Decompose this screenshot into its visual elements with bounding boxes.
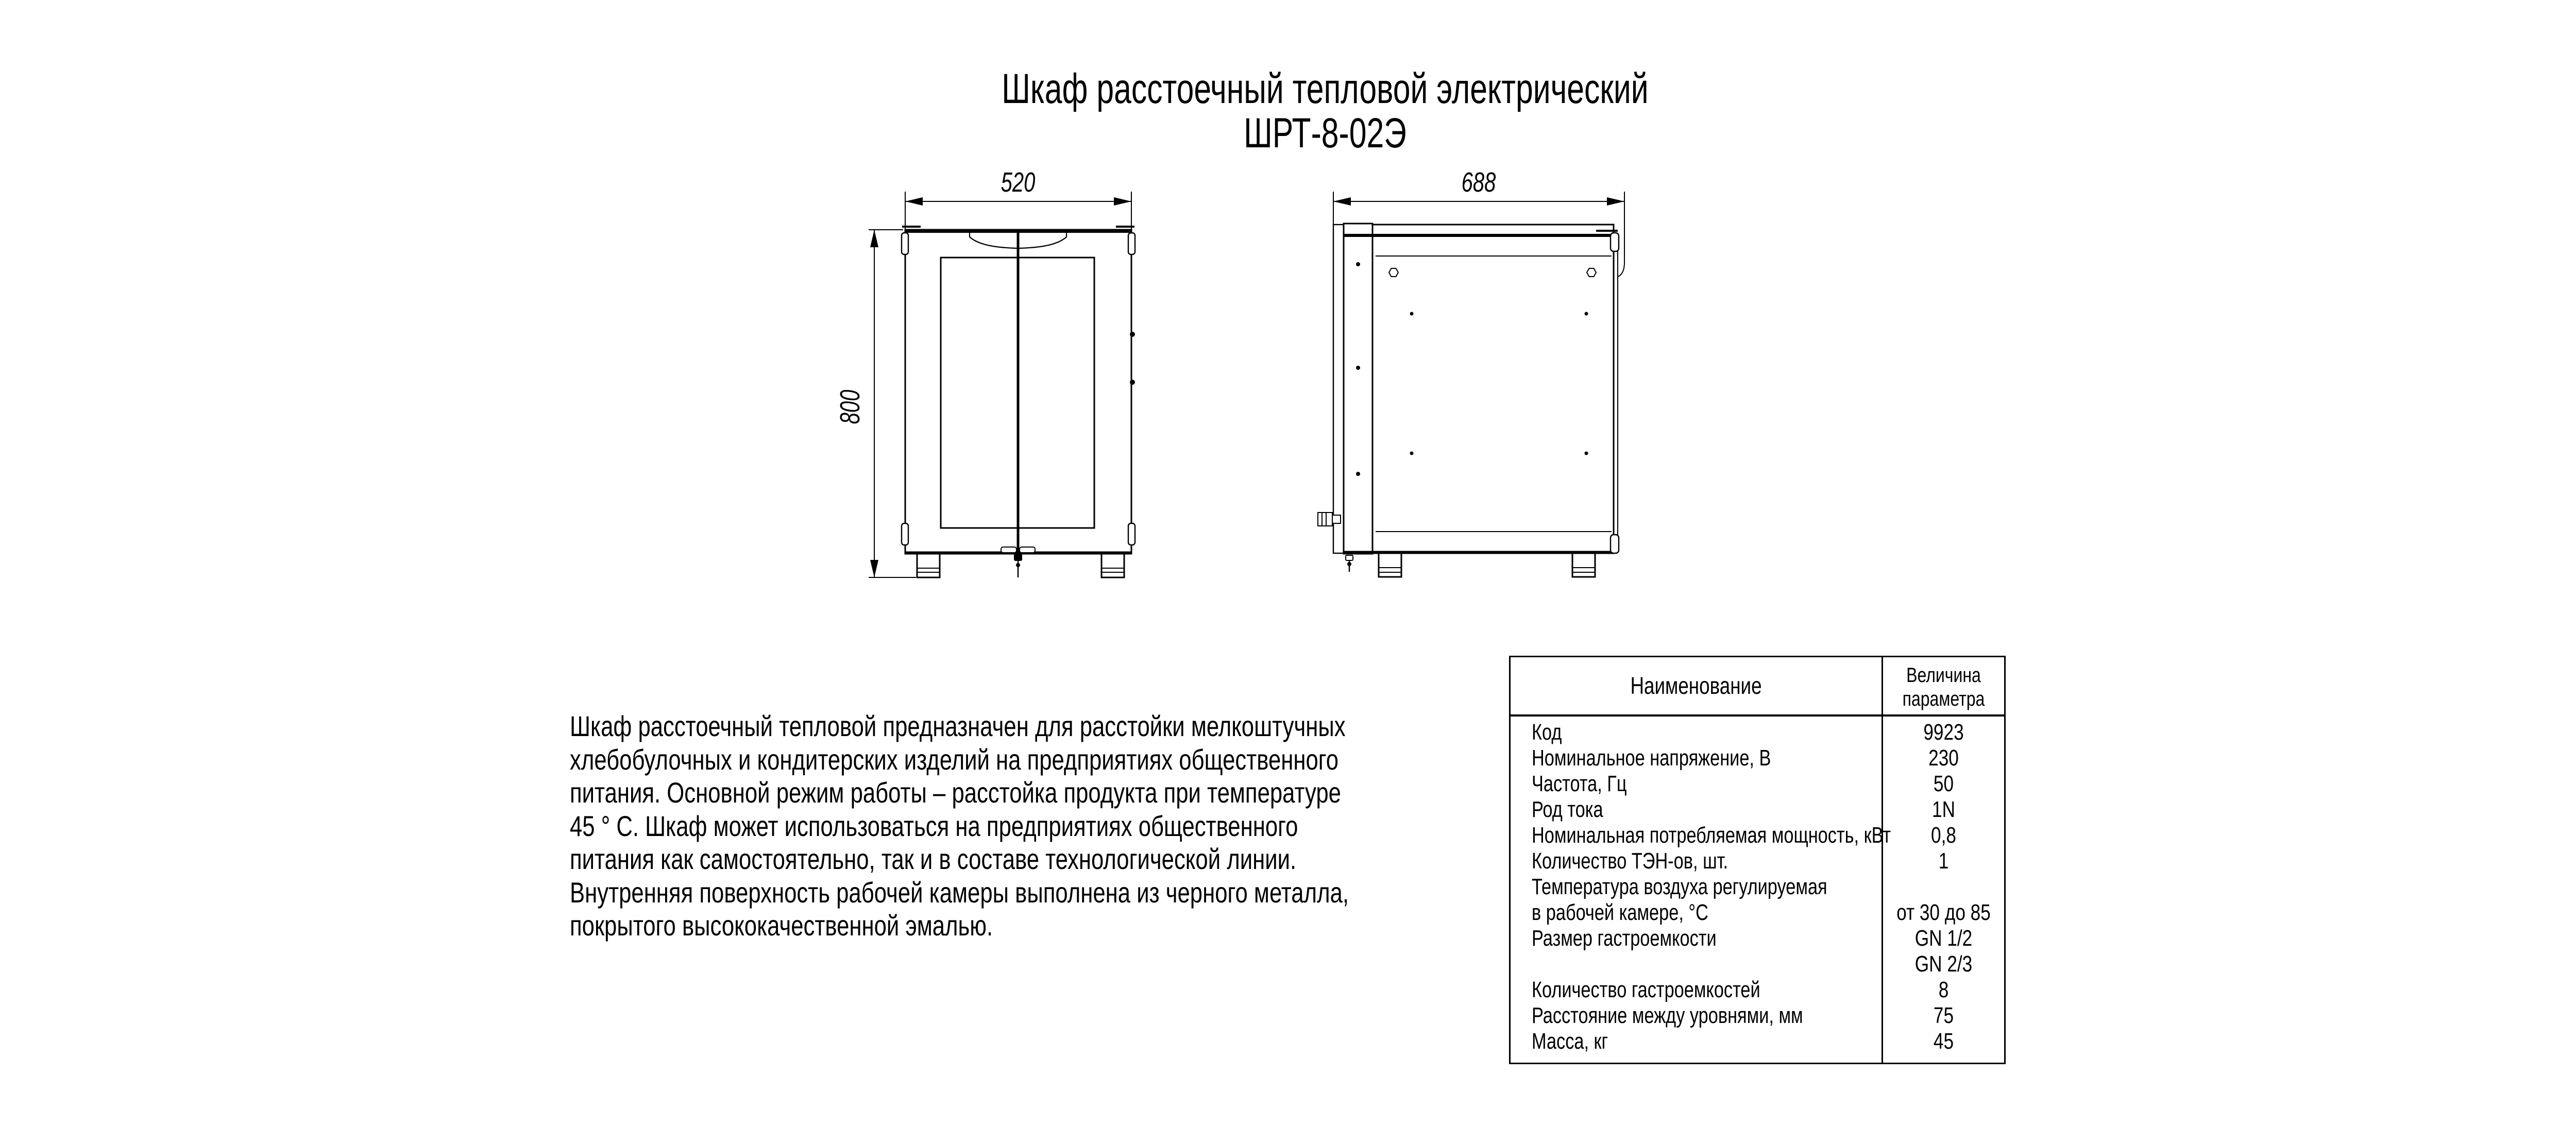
spec-value: 75 bbox=[1933, 1003, 1954, 1028]
description-line: 45 ° С. Шкаф может использоваться на предприятиях общественного bbox=[570, 809, 1298, 842]
spec-table bbox=[1509, 656, 2006, 1064]
spec-label: Размер гастроемкости bbox=[1532, 926, 1717, 951]
description-line: питания как самостоятельно, так и в составе технологической линии. bbox=[570, 843, 1297, 875]
spec-value: от 30 до 85 bbox=[1896, 900, 1991, 925]
header-value-column bbox=[1895, 663, 1992, 711]
description-line: Шкаф расстоечный тепловой предназначен для расстойки мелкоштучных bbox=[570, 710, 1346, 742]
spec-label: в рабочей камере, °С bbox=[1532, 900, 1708, 925]
spec-value: 45 bbox=[1933, 1029, 1954, 1054]
spec-value: 9923 bbox=[1923, 720, 1964, 745]
table-row bbox=[1511, 977, 2004, 1003]
front-height-dim-label: 800 bbox=[835, 389, 866, 424]
side-depth-dim-label: 688 bbox=[1461, 170, 1496, 198]
door-lock-knob bbox=[1014, 554, 1022, 577]
model-code-title: ШРТ-8-02Э bbox=[1244, 110, 1406, 157]
header-name-column: Наименование bbox=[1630, 672, 1762, 699]
side-feet bbox=[1379, 552, 1595, 577]
table-row bbox=[1511, 1029, 2004, 1054]
table-row bbox=[1511, 874, 2004, 900]
side-cabinet-outline bbox=[1333, 224, 1618, 554]
spec-value: 8 bbox=[1938, 977, 1949, 1002]
table-row bbox=[1511, 1003, 2004, 1029]
side-view-drawing bbox=[1309, 170, 1669, 608]
spec-value: 0,8 bbox=[1931, 823, 1956, 848]
description-line: питания. Основной режим работы – расстойка продукта при температуре bbox=[570, 776, 1341, 809]
spec-label: Номинальная потребляемая мощность, кВт bbox=[1532, 823, 1891, 848]
header-value-line-2: параметра bbox=[1902, 688, 1985, 710]
door-frame-strip bbox=[1344, 224, 1372, 554]
side-panel bbox=[1372, 225, 1614, 553]
spec-label: Номинальное напряжение, В bbox=[1532, 745, 1771, 771]
table-row bbox=[1511, 797, 2004, 823]
description-line: покрытого высококачественной эмалью. bbox=[570, 909, 993, 942]
spec-value: 1 bbox=[1938, 848, 1949, 874]
description-paragraph bbox=[570, 710, 1349, 943]
spec-label: Температура воздуха регулируемая bbox=[1532, 874, 1827, 899]
side-lock-knob bbox=[1346, 555, 1353, 572]
table-row bbox=[1511, 720, 2004, 745]
table-row bbox=[1511, 745, 2004, 771]
door-edge bbox=[1333, 225, 1344, 553]
side-panel-screws bbox=[1389, 268, 1596, 277]
table-row bbox=[1511, 900, 2004, 926]
spec-label: Частота, Гц bbox=[1532, 771, 1627, 796]
spec-label: Род тока bbox=[1532, 797, 1603, 822]
spec-value: GN 1/2 bbox=[1914, 926, 1973, 951]
table-header-row bbox=[1511, 657, 2004, 716]
spec-value: 1N bbox=[1932, 797, 1955, 822]
spec-label: Код bbox=[1532, 720, 1562, 745]
spec-label: Расстояние между уровнями, мм bbox=[1532, 1003, 1803, 1028]
front-width-dim-label: 520 bbox=[1001, 170, 1036, 198]
spec-label: Количество ТЭН-ов, шт. bbox=[1532, 848, 1728, 874]
spec-value: 230 bbox=[1928, 745, 1959, 771]
table-row bbox=[1511, 771, 2004, 797]
table-row bbox=[1511, 926, 2004, 951]
spec-value: 50 bbox=[1933, 771, 1954, 796]
side-valve bbox=[1318, 513, 1341, 526]
door-strip-rivets bbox=[1356, 262, 1360, 476]
front-cabinet-outline bbox=[902, 227, 1134, 554]
spec-value: GN 2/3 bbox=[1914, 951, 1973, 977]
page-title: Шкаф расстоечный тепловой электрический bbox=[1002, 65, 1649, 112]
table-row bbox=[1511, 951, 2004, 977]
spec-label: Масса, кг bbox=[1532, 1029, 1608, 1054]
table-body bbox=[1511, 720, 2004, 1054]
table-row bbox=[1511, 823, 2004, 848]
front-dimension-arrowheads bbox=[870, 197, 1131, 577]
front-view-drawing bbox=[824, 170, 1195, 608]
description-line: Внутренняя поверхность рабочей камеры выполнена из черного металла, bbox=[570, 876, 1349, 909]
header-value-line-1: Величина bbox=[1906, 664, 1981, 687]
description-line: хлебобулочных и кондитерских изделий на предприятиях общественного bbox=[570, 743, 1339, 776]
side-panel-rivets bbox=[1410, 312, 1588, 455]
table-row bbox=[1511, 848, 2004, 874]
spec-label: Количество гастроемкостей bbox=[1532, 977, 1760, 1002]
